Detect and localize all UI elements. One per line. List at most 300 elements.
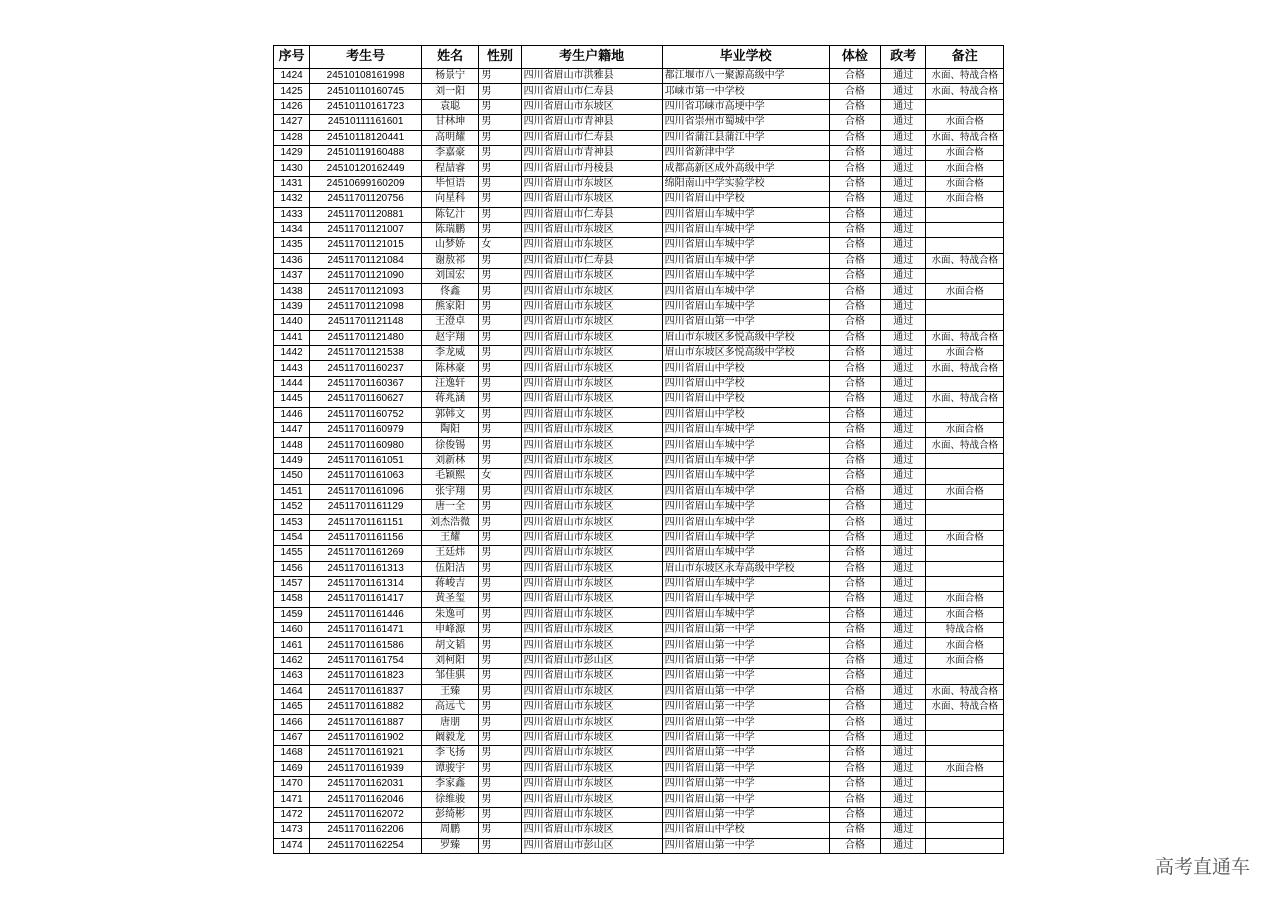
seq-cell: 1430: [274, 161, 310, 176]
household-cell: 四川省眉山市东坡区: [521, 700, 662, 715]
candidate-id-cell: 24511701121480: [310, 330, 422, 345]
table-row: [274, 84, 1004, 99]
name-cell: 赵宇翔: [421, 330, 478, 345]
gender-cell: 男: [479, 823, 521, 838]
gender-cell: 男: [479, 761, 521, 776]
school-cell: 四川省眉山车城中学: [662, 207, 829, 222]
gender-cell: 男: [479, 499, 521, 514]
political-review-cell: 通过: [881, 607, 926, 622]
watermark-text: 高考直通车: [1154, 856, 1250, 878]
political-review-cell: 通过: [881, 776, 926, 791]
physical-exam-cell: 合格: [829, 361, 880, 376]
physical-exam-cell: 合格: [829, 99, 880, 114]
table-row: [274, 807, 1004, 822]
household-cell: 四川省眉山市东坡区: [521, 284, 662, 299]
gender-cell: 男: [479, 623, 521, 638]
gender-cell: 男: [479, 253, 521, 268]
physical-exam-cell: 合格: [829, 192, 880, 207]
seq-cell: 1458: [274, 592, 310, 607]
physical-exam-cell: 合格: [829, 484, 880, 499]
physical-exam-cell: 合格: [829, 130, 880, 145]
political-review-cell: 通过: [881, 361, 926, 376]
name-cell: 程喆睿: [421, 161, 478, 176]
political-review-cell: 通过: [881, 792, 926, 807]
political-review-cell: 通过: [881, 515, 926, 530]
remarks-cell: 水面合格: [926, 161, 1004, 176]
household-cell: 四川省眉山市丹棱县: [521, 161, 662, 176]
household-cell: 四川省眉山市青神县: [521, 115, 662, 130]
table-row: [274, 638, 1004, 653]
candidate-id-cell: 24511701161314: [310, 576, 422, 591]
political-review-cell: 通过: [881, 669, 926, 684]
table-row: [274, 238, 1004, 253]
table-row: [274, 530, 1004, 545]
candidate-id-cell: 24511701161129: [310, 499, 422, 514]
table-row: [274, 730, 1004, 745]
table-row: [274, 576, 1004, 591]
gender-cell: 男: [479, 145, 521, 160]
gender-cell: 男: [479, 361, 521, 376]
household-cell: 四川省眉山市东坡区: [521, 469, 662, 484]
physical-exam-cell: 合格: [829, 530, 880, 545]
candidate-id-cell: 24511701161063: [310, 469, 422, 484]
school-cell: 四川省眉山第一中学: [662, 638, 829, 653]
candidate-id-cell: 24511701120756: [310, 192, 422, 207]
table-row: [274, 222, 1004, 237]
remarks-cell: 水面合格: [926, 284, 1004, 299]
political-review-cell: 通过: [881, 253, 926, 268]
household-cell: 四川省眉山市仁寿县: [521, 84, 662, 99]
physical-exam-cell: 合格: [829, 499, 880, 514]
seq-cell: 1453: [274, 515, 310, 530]
remarks-cell: 水面合格: [926, 115, 1004, 130]
seq-cell: 1445: [274, 392, 310, 407]
physical-exam-cell: 合格: [829, 453, 880, 468]
physical-exam-cell: 合格: [829, 84, 880, 99]
political-review-cell: 通过: [881, 392, 926, 407]
name-cell: 刘新林: [421, 453, 478, 468]
remarks-cell: 水面、特战合格: [926, 330, 1004, 345]
seq-cell: 1468: [274, 746, 310, 761]
political-review-cell: 通过: [881, 684, 926, 699]
candidate-id-cell: 24511701161939: [310, 761, 422, 776]
table-row: [274, 592, 1004, 607]
political-review-cell: 通过: [881, 84, 926, 99]
table-row: [274, 561, 1004, 576]
remarks-cell: [926, 746, 1004, 761]
school-cell: 四川省眉山车城中学: [662, 592, 829, 607]
school-cell: 绵阳南山中学实验学校: [662, 176, 829, 191]
gender-cell: 男: [479, 422, 521, 437]
remarks-cell: 水面合格: [926, 638, 1004, 653]
school-cell: 四川省眉山车城中学: [662, 499, 829, 514]
remarks-cell: [926, 269, 1004, 284]
political-review-cell: 通过: [881, 653, 926, 668]
name-cell: 张宇翔: [421, 484, 478, 499]
seq-cell: 1424: [274, 69, 310, 84]
table-row: [274, 484, 1004, 499]
candidate-id-cell: 24510118120441: [310, 130, 422, 145]
household-cell: 四川省眉山市东坡区: [521, 192, 662, 207]
seq-cell: 1460: [274, 623, 310, 638]
seq-cell: 1446: [274, 407, 310, 422]
name-cell: 罗臻: [421, 838, 478, 853]
physical-exam-cell: 合格: [829, 653, 880, 668]
candidate-id-cell: 24511701161921: [310, 746, 422, 761]
header-seq: 序号: [274, 46, 310, 69]
remarks-cell: [926, 376, 1004, 391]
table-row: [274, 546, 1004, 561]
name-cell: 王澄卓: [421, 315, 478, 330]
household-cell: 四川省眉山市东坡区: [521, 684, 662, 699]
physical-exam-cell: 合格: [829, 269, 880, 284]
household-cell: 四川省眉山市东坡区: [521, 623, 662, 638]
remarks-cell: 水面、特战合格: [926, 130, 1004, 145]
candidate-id-cell: 24511701161051: [310, 453, 422, 468]
political-review-cell: 通过: [881, 453, 926, 468]
name-cell: 高远弋: [421, 700, 478, 715]
political-review-cell: 通过: [881, 623, 926, 638]
name-cell: 汪逸轩: [421, 376, 478, 391]
household-cell: 四川省眉山市东坡区: [521, 376, 662, 391]
school-cell: 四川省眉山中学校: [662, 823, 829, 838]
household-cell: 四川省眉山市东坡区: [521, 422, 662, 437]
candidate-id-cell: 24510120162449: [310, 161, 422, 176]
header-candidate-id: 考生号: [310, 46, 422, 69]
physical-exam-cell: 合格: [829, 730, 880, 745]
school-cell: 四川省眉山第一中学: [662, 761, 829, 776]
table-row: [274, 253, 1004, 268]
school-cell: 四川省眉山中学校: [662, 192, 829, 207]
name-cell: 谭骏宇: [421, 761, 478, 776]
seq-cell: 1473: [274, 823, 310, 838]
name-cell: 李嘉豪: [421, 145, 478, 160]
candidate-id-cell: 24511701160980: [310, 438, 422, 453]
gender-cell: 男: [479, 207, 521, 222]
political-review-cell: 通过: [881, 330, 926, 345]
school-cell: 四川省邛崃市高埂中学: [662, 99, 829, 114]
table-row: [274, 515, 1004, 530]
remarks-cell: [926, 407, 1004, 422]
household-cell: 四川省眉山市洪雅县: [521, 69, 662, 84]
political-review-cell: 通过: [881, 145, 926, 160]
name-cell: 徐俊锡: [421, 438, 478, 453]
table-row: [274, 792, 1004, 807]
name-cell: 黄圣玺: [421, 592, 478, 607]
candidate-id-cell: 24511701162031: [310, 776, 422, 791]
table-row: [274, 315, 1004, 330]
household-cell: 四川省眉山市东坡区: [521, 715, 662, 730]
table-row: [274, 299, 1004, 314]
table-row: [274, 407, 1004, 422]
remarks-cell: 水面、特战合格: [926, 700, 1004, 715]
school-cell: 四川省眉山车城中学: [662, 269, 829, 284]
seq-cell: 1433: [274, 207, 310, 222]
remarks-cell: 水面合格: [926, 422, 1004, 437]
seq-cell: 1441: [274, 330, 310, 345]
gender-cell: 男: [479, 715, 521, 730]
candidate-id-cell: 24511701162206: [310, 823, 422, 838]
table-row: [274, 284, 1004, 299]
school-cell: 四川省眉山第一中学: [662, 715, 829, 730]
physical-exam-cell: 合格: [829, 684, 880, 699]
political-review-cell: 通过: [881, 69, 926, 84]
gender-cell: 男: [479, 807, 521, 822]
physical-exam-cell: 合格: [829, 346, 880, 361]
household-cell: 四川省眉山市东坡区: [521, 484, 662, 499]
school-cell: 四川省眉山车城中学: [662, 253, 829, 268]
household-cell: 四川省眉山市彭山区: [521, 653, 662, 668]
candidate-id-cell: 24511701160367: [310, 376, 422, 391]
remarks-cell: 特战合格: [926, 623, 1004, 638]
physical-exam-cell: 合格: [829, 761, 880, 776]
remarks-cell: 水面合格: [926, 530, 1004, 545]
physical-exam-cell: 合格: [829, 315, 880, 330]
physical-exam-cell: 合格: [829, 561, 880, 576]
candidate-id-cell: 24511701160752: [310, 407, 422, 422]
school-cell: 四川省眉山第一中学: [662, 838, 829, 853]
seq-cell: 1457: [274, 576, 310, 591]
seq-cell: 1432: [274, 192, 310, 207]
physical-exam-cell: 合格: [829, 700, 880, 715]
table-row: [274, 453, 1004, 468]
seq-cell: 1444: [274, 376, 310, 391]
school-cell: 四川省眉山第一中学: [662, 684, 829, 699]
remarks-cell: 水面合格: [926, 176, 1004, 191]
household-cell: 四川省眉山市东坡区: [521, 792, 662, 807]
seq-cell: 1448: [274, 438, 310, 453]
gender-cell: 男: [479, 838, 521, 853]
gender-cell: 女: [479, 469, 521, 484]
candidate-id-cell: 24511701121084: [310, 253, 422, 268]
name-cell: 唐朋: [421, 715, 478, 730]
remarks-cell: 水面、特战合格: [926, 84, 1004, 99]
physical-exam-cell: 合格: [829, 823, 880, 838]
household-cell: 四川省眉山市东坡区: [521, 299, 662, 314]
household-cell: 四川省眉山市仁寿县: [521, 207, 662, 222]
seq-cell: 1465: [274, 700, 310, 715]
household-cell: 四川省眉山市东坡区: [521, 407, 662, 422]
political-review-cell: 通过: [881, 176, 926, 191]
school-cell: 四川省眉山车城中学: [662, 299, 829, 314]
political-review-cell: 通过: [881, 99, 926, 114]
candidate-id-cell: 24511701121007: [310, 222, 422, 237]
candidate-id-cell: 24511701161269: [310, 546, 422, 561]
remarks-cell: [926, 207, 1004, 222]
seq-cell: 1455: [274, 546, 310, 561]
admission-results-table: [273, 45, 1004, 854]
physical-exam-cell: 合格: [829, 407, 880, 422]
household-cell: 四川省眉山市东坡区: [521, 807, 662, 822]
candidate-id-cell: 24511701161754: [310, 653, 422, 668]
remarks-cell: [926, 546, 1004, 561]
household-cell: 四川省眉山市东坡区: [521, 222, 662, 237]
table-row: [274, 761, 1004, 776]
name-cell: 邹佳骐: [421, 669, 478, 684]
political-review-cell: 通过: [881, 315, 926, 330]
seq-cell: 1434: [274, 222, 310, 237]
candidate-id-cell: 24511701121015: [310, 238, 422, 253]
physical-exam-cell: 合格: [829, 638, 880, 653]
name-cell: 唐一全: [421, 499, 478, 514]
table-row: [274, 69, 1004, 84]
household-cell: 四川省眉山市东坡区: [521, 592, 662, 607]
school-cell: 四川省眉山第一中学: [662, 700, 829, 715]
remarks-cell: 水面、特战合格: [926, 392, 1004, 407]
physical-exam-cell: 合格: [829, 715, 880, 730]
school-cell: 四川省眉山第一中学: [662, 653, 829, 668]
remarks-cell: 水面、特战合格: [926, 684, 1004, 699]
physical-exam-cell: 合格: [829, 145, 880, 160]
gender-cell: 男: [479, 484, 521, 499]
political-review-cell: 通过: [881, 499, 926, 514]
remarks-cell: [926, 315, 1004, 330]
gender-cell: 男: [479, 515, 521, 530]
political-review-cell: 通过: [881, 838, 926, 853]
political-review-cell: 通过: [881, 700, 926, 715]
political-review-cell: 通过: [881, 730, 926, 745]
school-cell: 眉山市东坡区多悦高级中学校: [662, 346, 829, 361]
political-review-cell: 通过: [881, 823, 926, 838]
school-cell: 成都高新区成外高级中学: [662, 161, 829, 176]
table-row: [274, 130, 1004, 145]
physical-exam-cell: 合格: [829, 807, 880, 822]
candidate-id-cell: 24511701161096: [310, 484, 422, 499]
table-row: [274, 346, 1004, 361]
school-cell: 四川省眉山中学校: [662, 407, 829, 422]
seq-cell: 1452: [274, 499, 310, 514]
gender-cell: 男: [479, 192, 521, 207]
school-cell: 四川省眉山第一中学: [662, 315, 829, 330]
name-cell: 山梦娇: [421, 238, 478, 253]
seq-cell: 1436: [274, 253, 310, 268]
seq-cell: 1442: [274, 346, 310, 361]
name-cell: 熊家阳: [421, 299, 478, 314]
name-cell: 李飞扬: [421, 746, 478, 761]
seq-cell: 1470: [274, 776, 310, 791]
candidate-id-cell: 24511701161417: [310, 592, 422, 607]
table-row: [274, 715, 1004, 730]
physical-exam-cell: 合格: [829, 253, 880, 268]
school-cell: 四川省新津中学: [662, 145, 829, 160]
name-cell: 王耀: [421, 530, 478, 545]
name-cell: 向星科: [421, 192, 478, 207]
remarks-cell: 水面合格: [926, 145, 1004, 160]
name-cell: 陶阳: [421, 422, 478, 437]
household-cell: 四川省眉山市东坡区: [521, 761, 662, 776]
name-cell: 李家鑫: [421, 776, 478, 791]
remarks-cell: [926, 823, 1004, 838]
household-cell: 四川省眉山市东坡区: [521, 438, 662, 453]
school-cell: 四川省眉山车城中学: [662, 546, 829, 561]
remarks-cell: [926, 469, 1004, 484]
candidate-id-cell: 24510110160745: [310, 84, 422, 99]
candidate-id-cell: 24511701161882: [310, 700, 422, 715]
gender-cell: 男: [479, 530, 521, 545]
name-cell: 刘国宏: [421, 269, 478, 284]
table-row: [274, 669, 1004, 684]
physical-exam-cell: 合格: [829, 592, 880, 607]
table-row: [274, 207, 1004, 222]
political-review-cell: 通过: [881, 207, 926, 222]
gender-cell: 男: [479, 730, 521, 745]
household-cell: 四川省眉山市东坡区: [521, 392, 662, 407]
gender-cell: 男: [479, 99, 521, 114]
candidate-id-cell: 24511701121538: [310, 346, 422, 361]
name-cell: 刘杰浩微: [421, 515, 478, 530]
seq-cell: 1463: [274, 669, 310, 684]
header-name: 姓名: [421, 46, 478, 69]
school-cell: 四川省蒲江县蒲江中学: [662, 130, 829, 145]
school-cell: 四川省眉山车城中学: [662, 484, 829, 499]
political-review-cell: 通过: [881, 115, 926, 130]
candidate-id-cell: 24511701161887: [310, 715, 422, 730]
household-cell: 四川省眉山市仁寿县: [521, 253, 662, 268]
gender-cell: 男: [479, 669, 521, 684]
gender-cell: 男: [479, 638, 521, 653]
candidate-id-cell: 24511701161446: [310, 607, 422, 622]
gender-cell: 男: [479, 776, 521, 791]
household-cell: 四川省眉山市东坡区: [521, 669, 662, 684]
table-row: [274, 684, 1004, 699]
political-review-cell: 通过: [881, 592, 926, 607]
candidate-id-cell: 24511701161313: [310, 561, 422, 576]
seq-cell: 1469: [274, 761, 310, 776]
table-row: [274, 438, 1004, 453]
remarks-cell: [926, 561, 1004, 576]
physical-exam-cell: 合格: [829, 669, 880, 684]
school-cell: 四川省眉山第一中学: [662, 746, 829, 761]
school-cell: 邛崃市第一中学校: [662, 84, 829, 99]
remarks-cell: [926, 792, 1004, 807]
name-cell: 周鹏: [421, 823, 478, 838]
name-cell: 刘一阳: [421, 84, 478, 99]
gender-cell: 男: [479, 592, 521, 607]
seq-cell: 1440: [274, 315, 310, 330]
school-cell: 四川省眉山车城中学: [662, 438, 829, 453]
name-cell: 徐维骏: [421, 792, 478, 807]
physical-exam-cell: 合格: [829, 299, 880, 314]
political-review-cell: 通过: [881, 484, 926, 499]
remarks-cell: [926, 669, 1004, 684]
seq-cell: 1429: [274, 145, 310, 160]
seq-cell: 1447: [274, 422, 310, 437]
household-cell: 四川省眉山市东坡区: [521, 346, 662, 361]
school-cell: 四川省眉山第一中学: [662, 792, 829, 807]
candidate-id-cell: 24511701121148: [310, 315, 422, 330]
physical-exam-cell: 合格: [829, 161, 880, 176]
candidate-id-cell: 24510699160209: [310, 176, 422, 191]
seq-cell: 1449: [274, 453, 310, 468]
seq-cell: 1427: [274, 115, 310, 130]
gender-cell: 女: [479, 238, 521, 253]
candidate-id-cell: 24511701162254: [310, 838, 422, 853]
table-row: [274, 700, 1004, 715]
household-cell: 四川省眉山市东坡区: [521, 607, 662, 622]
remarks-cell: [926, 499, 1004, 514]
remarks-cell: 水面合格: [926, 761, 1004, 776]
household-cell: 四川省眉山市仁寿县: [521, 130, 662, 145]
name-cell: 蒋兆涵: [421, 392, 478, 407]
table-row: [274, 607, 1004, 622]
gender-cell: 男: [479, 315, 521, 330]
table-row: [274, 192, 1004, 207]
seq-cell: 1454: [274, 530, 310, 545]
name-cell: 陈林豪: [421, 361, 478, 376]
gender-cell: 男: [479, 269, 521, 284]
remarks-cell: [926, 238, 1004, 253]
table-row: [274, 99, 1004, 114]
